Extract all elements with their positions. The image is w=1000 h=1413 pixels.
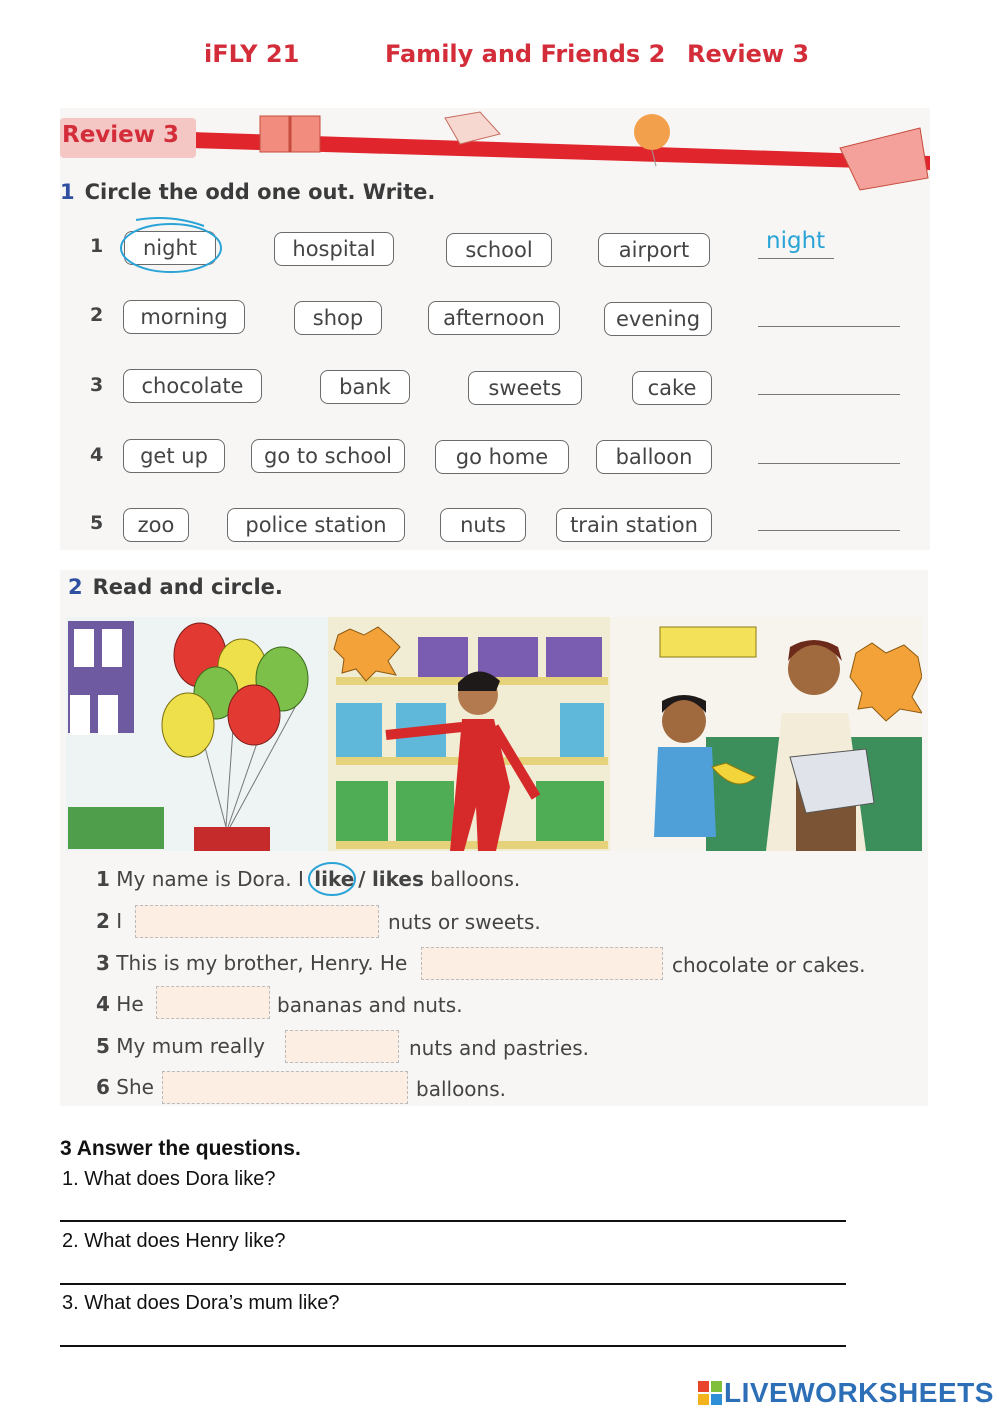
row-number: 4 <box>90 444 104 466</box>
sentence-3-start: 3 This is my brother, Henry. He <box>96 951 408 975</box>
answer-line-2[interactable] <box>60 1283 846 1285</box>
word-option[interactable]: nuts <box>440 508 526 542</box>
row-number: 3 <box>90 374 104 396</box>
row-number: 5 <box>90 512 104 534</box>
header-class: iFLY 21 <box>204 40 300 68</box>
word-option[interactable]: shop <box>294 301 382 335</box>
row-number: 1 <box>90 235 104 257</box>
header-unit: Review 3 <box>687 40 810 68</box>
answer-blank-2[interactable] <box>135 905 379 938</box>
word-option[interactable]: bank <box>320 370 410 404</box>
ruler-icon <box>840 128 928 190</box>
word-option[interactable]: afternoon <box>428 301 560 335</box>
footer-brand: LIVEWORKSHEETS <box>724 1377 994 1408</box>
exercise3-title: 3 Answer the questions. <box>60 1137 301 1160</box>
balloon-icon <box>634 114 670 150</box>
word-option[interactable]: school <box>446 233 552 267</box>
exercise1-title: 1 Circle the odd one out. Write. <box>60 180 436 204</box>
option-like[interactable]: like <box>310 867 358 891</box>
word-option[interactable]: zoo <box>123 508 189 542</box>
sentence-4-start: 4 He <box>96 992 144 1016</box>
question-3: 3. What does Dora’s mum like? <box>62 1292 340 1314</box>
sentence-2-start: 2 I <box>96 909 123 933</box>
word-option[interactable]: sweets <box>468 371 582 405</box>
word-option[interactable]: night <box>124 231 216 265</box>
answer-line-1[interactable] <box>60 1220 846 1222</box>
circle-mark-icon <box>116 214 228 276</box>
word-option[interactable]: morning <box>123 300 245 334</box>
word-option[interactable]: get up <box>123 439 225 473</box>
sentence-5-start: 5 My mum really <box>96 1034 266 1058</box>
sentence-6-start: 6 She <box>96 1075 154 1099</box>
word-option[interactable]: evening <box>604 302 712 336</box>
answer-line[interactable] <box>758 326 900 327</box>
banner-label: Review 3 <box>62 122 180 148</box>
sentence-4-end: bananas and nuts. <box>277 993 463 1017</box>
answer-blank-6[interactable] <box>162 1071 408 1104</box>
word-option[interactable]: police station <box>227 508 405 542</box>
exercise2-title: 2 Read and circle. <box>68 575 283 599</box>
word-option[interactable]: go to school <box>251 439 405 473</box>
answer-line[interactable] <box>758 394 900 395</box>
balloon-stand <box>66 617 328 851</box>
word-option[interactable]: hospital <box>274 232 394 266</box>
sentence-2-end: nuts or sweets. <box>388 910 541 934</box>
question-1: 1. What does Dora like? <box>62 1168 276 1190</box>
sentence-3-end: chocolate or cakes. <box>672 953 866 977</box>
sentence-6-end: balloons. <box>416 1077 506 1101</box>
header-book: Family and Friends 2 <box>385 40 666 68</box>
word-option[interactable]: balloon <box>596 440 712 474</box>
liveworksheets-logo <box>698 1378 994 1408</box>
answer-blank-4[interactable] <box>156 986 270 1019</box>
gift-box-icon <box>260 116 320 152</box>
word-option[interactable]: cake <box>632 371 712 405</box>
answer-line[interactable] <box>758 530 900 531</box>
shop-illustration <box>66 617 922 851</box>
question-2: 2. What does Henry like? <box>62 1230 286 1252</box>
toy-icon <box>445 112 500 144</box>
row-number: 2 <box>90 304 104 326</box>
answer-line[interactable] <box>758 258 834 259</box>
answer-line[interactable] <box>758 463 900 464</box>
word-option[interactable]: chocolate <box>123 369 262 403</box>
word-option[interactable]: train station <box>556 508 712 542</box>
word-option[interactable]: go home <box>435 440 569 474</box>
sentence-1: 1 My name is Dora. I like / likes balloons. <box>96 867 520 891</box>
option-likes[interactable]: likes <box>371 867 424 891</box>
sentence-5-end: nuts and pastries. <box>409 1036 590 1060</box>
answer-line-3[interactable] <box>60 1345 846 1347</box>
word-option[interactable]: airport <box>598 233 710 267</box>
answer-blank-3[interactable] <box>421 947 663 980</box>
answer-blank-5[interactable] <box>285 1030 399 1063</box>
liveworksheets-logo-icon <box>698 1381 722 1405</box>
circle-mark-icon <box>306 859 358 899</box>
answer-text: night <box>766 228 826 254</box>
